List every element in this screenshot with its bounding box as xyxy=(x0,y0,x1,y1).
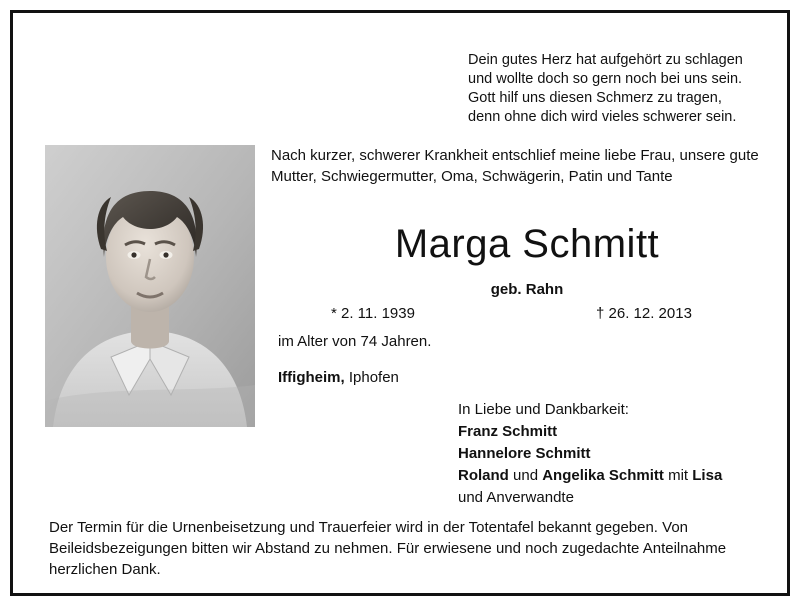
mourners-block xyxy=(458,399,788,509)
poem-line-4: denn ohne dich wird vieles schwerer sein. xyxy=(468,109,737,125)
intro-paragraph: Nach kurzer, schwerer Krankheit entschlief meine liebe Frau, unsere gute Mutter, Schwiegermutter, Oma, Schwägerin, Patin und Tante xyxy=(271,147,759,185)
place-line xyxy=(278,369,399,386)
birth-date: * 2. 11. 1939 xyxy=(331,305,415,322)
mourner-1: Franz Schmitt xyxy=(458,423,558,440)
funeral-note: Der Termin für die Urnenbeisetzung und Trauerfeier wird in der Totentafel bekannt gegeben. Von Beileidsbezeigungen bitten wir Abstand zu nehmen. Für erwiesene und noch zugedachte Anteilnahme herzlichen Dank. xyxy=(49,519,727,578)
mourner-5-name: Lisa xyxy=(692,467,723,484)
mourners-lead: In Liebe und Dankbarkeit: xyxy=(458,401,629,418)
age-line: im Alter von 74 Jahren. xyxy=(278,333,432,350)
portrait-photo xyxy=(45,145,255,427)
place-primary: Iffigheim, xyxy=(278,369,345,386)
mourner-4-name: Angelika Schmitt xyxy=(542,467,664,484)
deceased-name: Marga Schmitt xyxy=(394,222,660,266)
place-secondary: Iphofen xyxy=(348,369,399,386)
maiden-name: geb. Rahn xyxy=(490,281,564,298)
mourner-2: Hannelore Schmitt xyxy=(458,445,591,462)
mourner-3-name: Roland xyxy=(458,467,509,484)
poem-line-1: Dein gutes Herz hat aufgehört zu schlagen xyxy=(468,52,743,68)
poem-line-3: Gott hilf uns diesen Schmerz zu tragen, xyxy=(468,90,722,106)
obituary-notice-card xyxy=(10,10,790,596)
mourner-with: mit xyxy=(668,467,689,484)
mourner-3-line xyxy=(458,465,788,487)
poem-line-2: und wollte doch so gern noch bei uns sein. xyxy=(468,71,743,87)
mourner-3-conj: und xyxy=(513,467,539,484)
mourners-last-line: und Anverwandte xyxy=(458,489,574,506)
portrait-photo-graphic xyxy=(45,145,255,427)
death-date: † 26. 12. 2013 xyxy=(596,305,692,322)
poem-block xyxy=(468,51,778,127)
